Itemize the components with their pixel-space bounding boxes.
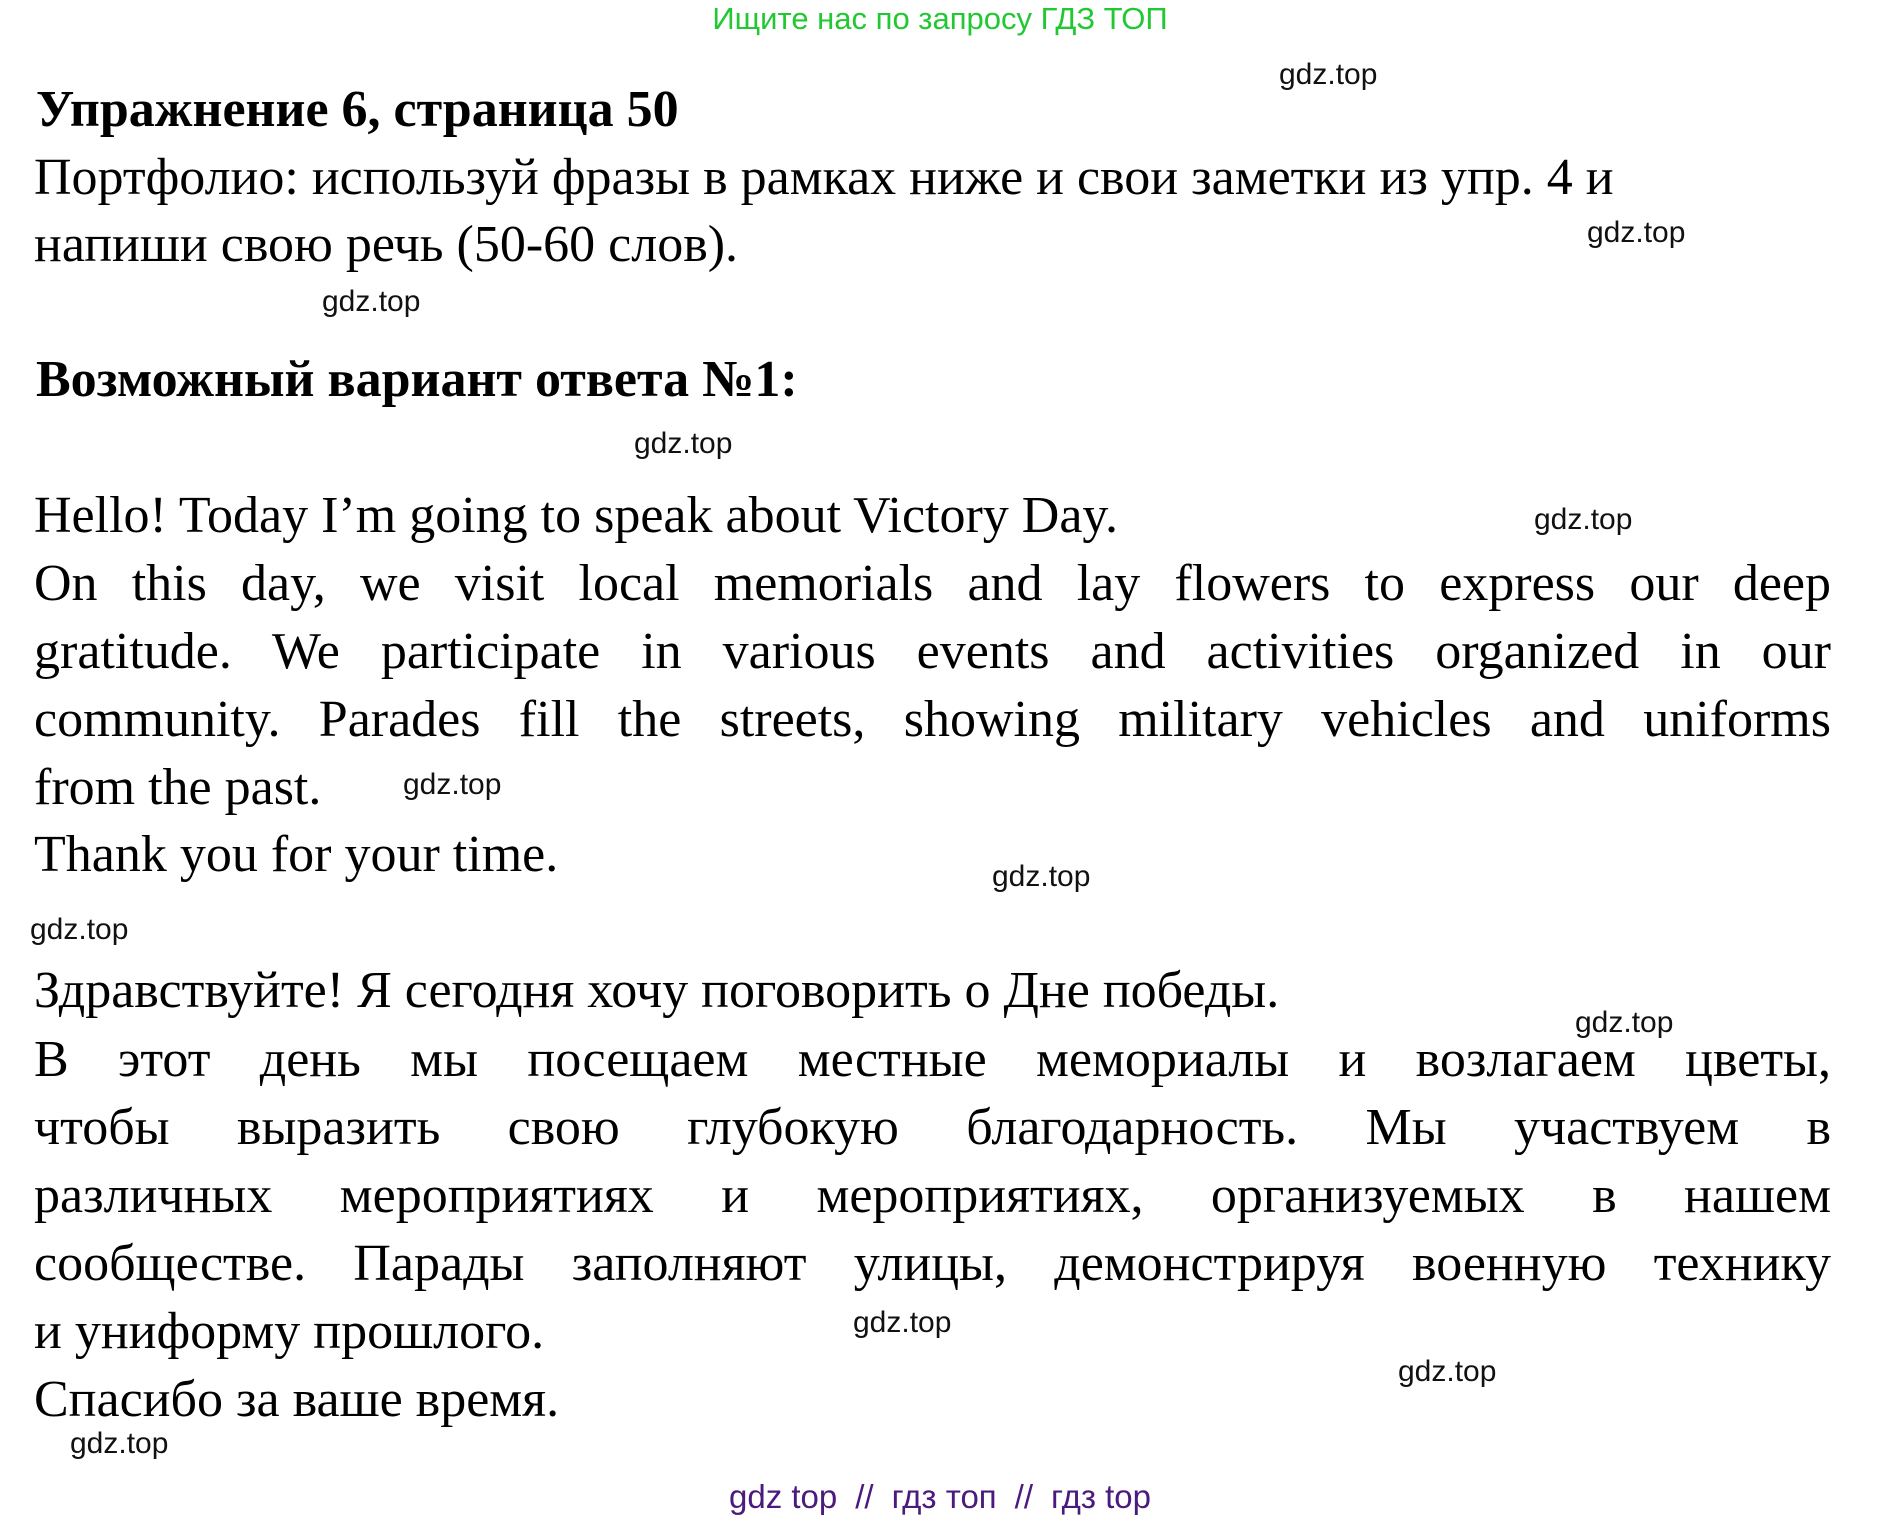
russian-line: Спасибо за ваше время. [34,1371,560,1428]
watermark: gdz.top [70,1427,169,1460]
instruction-line-2: напиши свою речь (50-60 слов). [34,216,739,273]
english-line: community. Parades fill the streets, showing military vehicles and uniforms [34,691,1831,748]
answer-heading: Возможный вариант ответа №1: [36,351,798,408]
russian-line: различных мероприятиях и мероприятиях, организуемых в нашем [34,1167,1831,1224]
footer-separator: // [855,1478,874,1515]
watermark: gdz.top [403,768,502,801]
russian-line: сообществе. Парады заполняют улицы, демонстрируя военную технику [34,1235,1831,1292]
russian-line: чтобы выразить свою глубокую благодарность. Мы участвуем в [34,1099,1831,1156]
watermark: gdz.top [1398,1355,1497,1388]
watermark: gdz.top [634,427,733,460]
english-line: gratitude. We participate in various events and activities organized in our [34,623,1831,680]
exercise-title: Упражнение 6, страница 50 [36,81,679,138]
watermark: gdz.top [1279,58,1378,91]
footer-links [0,1478,1880,1516]
english-line: Thank you for your time. [34,826,559,883]
russian-line: Здравствуйте! Я сегодня хочу поговорить о Дне победы. [34,962,1280,1019]
watermark: gdz.top [992,860,1091,893]
english-line: Hello! Today I’m going to speak about Victory Day. [34,487,1119,544]
russian-line: и униформу прошлого. [34,1303,545,1360]
watermark: gdz.top [1575,1006,1674,1039]
footer-separator: // [1014,1478,1034,1515]
russian-line: В этот день мы посещаем местные мемориалы и возлагаем цветы, [34,1031,1831,1088]
watermark: gdz.top [853,1306,952,1339]
watermark: gdz.top [1534,503,1633,536]
english-line: from the past. [34,759,322,816]
footer-link-gdz-top-ru[interactable]: гдз топ [891,1478,997,1515]
instruction-line-1: Портфолио: используй фразы в рамках ниже и свои заметки из упр. 4 и [34,149,1614,206]
watermark: gdz.top [30,913,129,946]
watermark: gdz.top [322,285,421,318]
footer-link-gdz-top[interactable]: gdz top [729,1478,838,1515]
footer-link-gdz-top-mixed[interactable]: гдз top [1051,1478,1151,1515]
watermark: gdz.top [1587,216,1686,249]
search-banner: Ищите нас по запросу ГДЗ ТОП [712,1,1168,36]
english-line: On this day, we visit local memorials and lay flowers to express our deep [34,555,1831,612]
